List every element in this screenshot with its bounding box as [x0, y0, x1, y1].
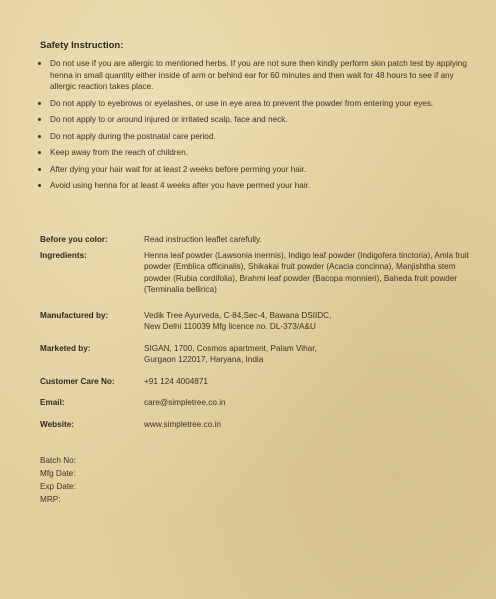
before-row	[40, 234, 470, 246]
manufactured-label: Manufactured by:	[40, 310, 109, 320]
customer-care-row	[40, 376, 470, 388]
marketed-row	[40, 343, 470, 366]
ingredients-row	[40, 250, 470, 296]
safety-item-text: Do not apply during the postnatal care period.	[50, 131, 216, 141]
bullet-icon	[38, 118, 41, 121]
before-value: Read instruction leaflet carefully.	[144, 235, 262, 244]
safety-item-text: Do not apply to eyebrows or eyelashes, or use in eye area to prevent the powder from entering your eyes.	[50, 98, 434, 108]
exp-date-label: Exp Date:	[40, 482, 76, 491]
customer-care-value: +91 124 4004871	[144, 376, 208, 386]
mfg-date-label: Mfg Date:	[40, 469, 76, 478]
website-label: Website:	[40, 419, 74, 429]
marketed-line-1: SIGAN, 1700, Cosmos apartment, Palam Vihar,	[144, 343, 317, 353]
batch-no-label: Batch No:	[40, 456, 76, 465]
safety-item-text: After dying your hair wait for at least 2 weeks before perming your hair.	[50, 164, 307, 174]
manufactured-line-1: Vedik Tree Ayurveda, C-84,Sec-4, Bawana DSIIDC,	[144, 310, 332, 320]
manufactured-line-2: New Delhi 110039 Mfg licence no. DL-373/A&U	[144, 322, 316, 331]
mrp-label: MRP:	[40, 495, 61, 504]
bullet-icon	[38, 102, 41, 105]
email-row	[40, 397, 470, 409]
marketed-label: Marketed by:	[40, 343, 91, 353]
customer-care-label: Customer Care No:	[40, 376, 115, 386]
manufactured-value	[144, 310, 470, 333]
bullet-icon	[38, 135, 41, 138]
marketed-value	[144, 343, 470, 366]
safety-item-text: Do not apply to or around injured or irritated scalp, face and neck.	[50, 115, 288, 124]
list-item	[40, 180, 480, 192]
marketed-line-2: Gurgaon 122017, Haryana, India	[144, 355, 264, 364]
bullet-icon	[38, 62, 41, 65]
list-item	[40, 131, 480, 143]
bullet-icon	[38, 168, 41, 171]
email-value: care@simpletree.co.in	[144, 398, 226, 407]
website-row	[40, 419, 470, 431]
bullet-icon	[38, 151, 41, 154]
list-item	[40, 164, 480, 176]
ingredients-label: Ingredients:	[40, 250, 87, 260]
email-label: Email:	[40, 398, 65, 407]
manufactured-row	[40, 310, 470, 333]
safety-item-text: Keep away from the reach of children.	[50, 148, 188, 157]
bullet-icon	[38, 184, 41, 187]
list-item	[40, 98, 480, 110]
safety-list	[26, 58, 480, 197]
ingredients-value: Henna leaf powder (Lawsonia inermis), Indigo leaf powder (Indigofera tinctoria), Amla fruit powder (Emblica officinalis), Shikakai fruit powder (Acacia concinna), Manjishtha stem powder (Rubia cordifolia), Brahmi leaf powder (Bacopa monnieri), Baheda fruit powder (Terminalia bellirica)	[144, 250, 469, 294]
list-item	[40, 114, 480, 126]
website-value: www.simpletree.co.in	[144, 419, 221, 429]
before-label: Before you color:	[40, 235, 108, 244]
batch-block	[40, 454, 76, 506]
safety-title: Safety Instruction:	[40, 40, 124, 51]
list-item	[40, 58, 480, 93]
safety-item-text: Avoid using henna for at least 4 weeks after you have permed your hair.	[50, 181, 311, 190]
list-item	[40, 147, 480, 159]
product-info	[40, 234, 470, 434]
safety-item-text: Do not use if you are allergic to mentioned herbs. If you are not sure then kindly perform skin patch test by applying henna in small quantity either inside of arm or behind ear for 60 minutes and then wait for 48 hours to see if any allergic reaction takes place.	[50, 59, 467, 91]
